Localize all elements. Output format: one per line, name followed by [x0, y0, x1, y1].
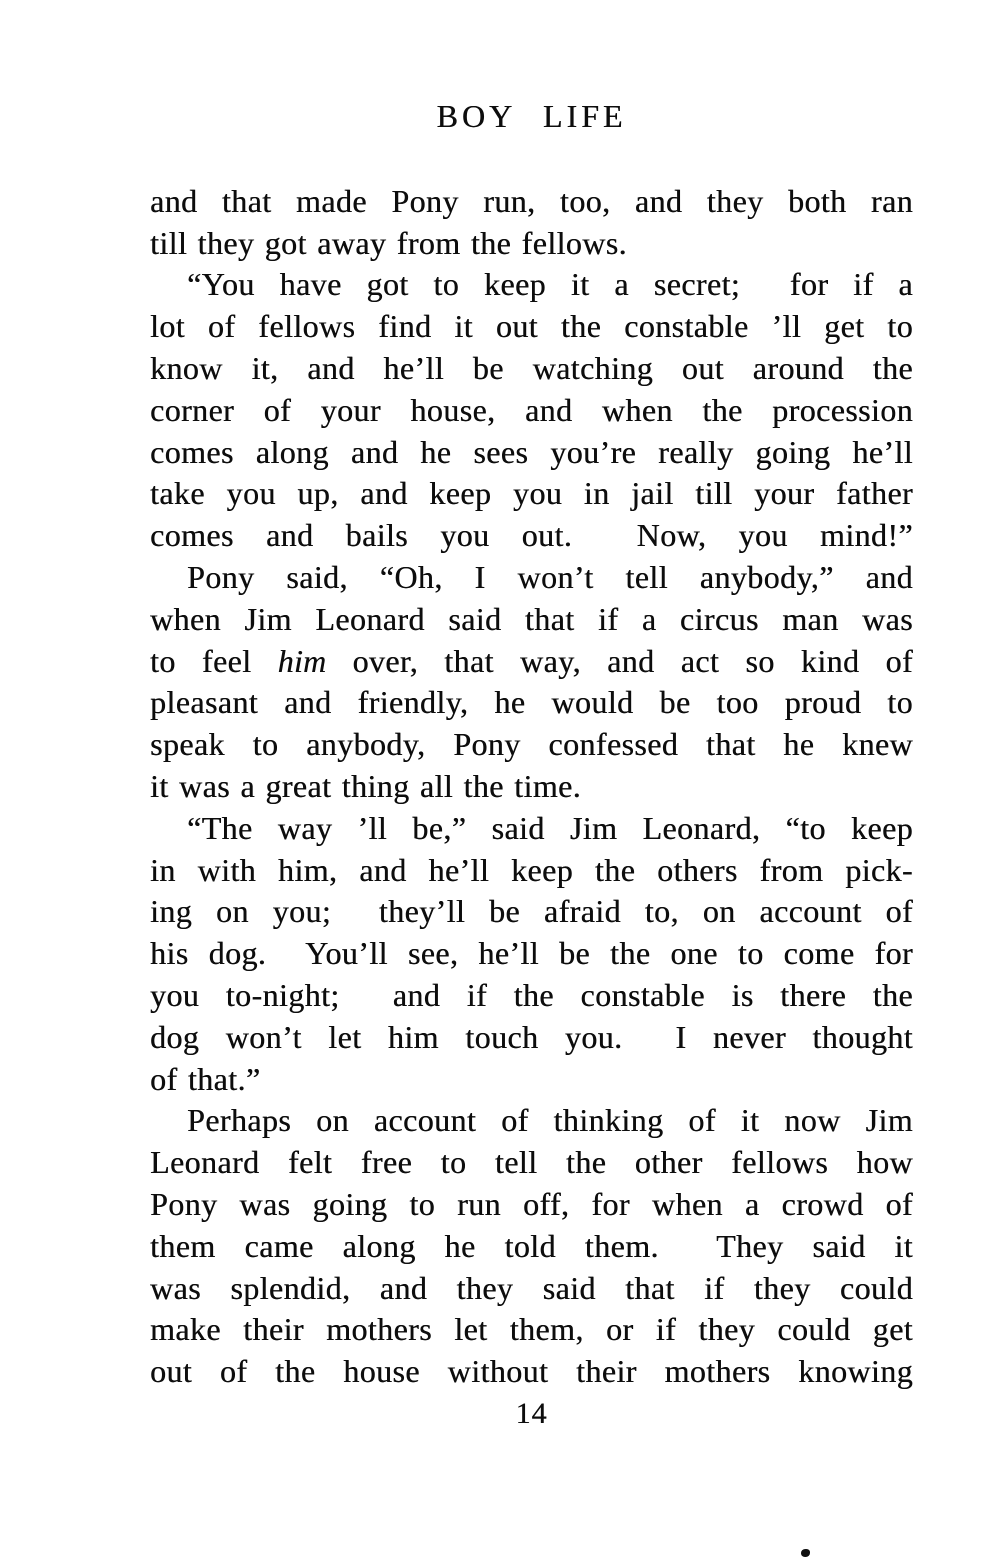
text-line: till they got away from the fellows.	[150, 224, 627, 261]
text-line: of that.”	[150, 1060, 261, 1097]
text-line: his dog. You’ll see, he’ll be the one to come for	[150, 935, 913, 972]
text-line: speak to anybody, Pony confessed that he knew	[150, 726, 913, 763]
running-head: BOY LIFE	[436, 98, 627, 134]
text-line: lot of fellows find it out the constable ’ll get to	[150, 308, 913, 345]
text-line: comes and bails you out. Now, you mind!”	[150, 517, 913, 554]
page-number: 14	[515, 1396, 548, 1430]
text-line: was splendid, and they said that if they could	[150, 1269, 913, 1306]
text-line: “The way ’ll be,” said Jim Leonard, “to keep	[187, 809, 913, 846]
text-line: you to-night; and if the constable is there the	[150, 976, 913, 1013]
text-line: Pony was going to run off, for when a crowd of	[150, 1185, 913, 1222]
paragraph	[150, 808, 913, 1101]
text-line: it was a great thing all the time.	[150, 767, 582, 804]
paragraph	[150, 181, 913, 265]
paragraph	[150, 264, 913, 557]
text-line: dog won’t let him touch you. I never thought	[150, 1018, 913, 1055]
text-line: ing on you; they’ll be afraid to, on account of	[150, 893, 913, 930]
text-line: and that made Pony run, too, and they both ran	[150, 182, 913, 219]
text-line: corner of your house, and when the procession	[150, 391, 913, 428]
ink-speck	[801, 1549, 810, 1557]
text-line: know it, and he’ll be watching out around the	[150, 349, 913, 386]
text-line: Perhaps on account of thinking of it now Jim	[187, 1102, 913, 1139]
text-line: Leonard felt free to tell the other fellows how	[150, 1144, 913, 1181]
text-line: “You have got to keep it a secret; for if a	[187, 266, 913, 303]
text-line: Pony said, “Oh, I won’t tell anybody,” and	[187, 558, 913, 595]
text-line: out of the house without their mothers knowing	[150, 1353, 913, 1390]
paragraph	[150, 1100, 913, 1393]
body-text	[150, 181, 913, 1393]
text-line: comes along and he sees you’re really going he’ll	[150, 433, 913, 470]
text-block	[150, 96, 913, 1435]
text-line: in with him, and he’ll keep the others from pick-	[150, 851, 913, 888]
text-line: to feel him over, that way, and act so kind of	[150, 642, 913, 679]
paragraph	[150, 557, 913, 808]
text-line: make their mothers let them, or if they could get	[150, 1311, 913, 1348]
text-line: them came along he told them. They said it	[150, 1227, 913, 1264]
text-line: when Jim Leonard said that if a circus man was	[150, 600, 913, 637]
text-line: take you up, and keep you in jail till your father	[150, 475, 913, 512]
text-line: pleasant and friendly, he would be too proud to	[150, 684, 913, 721]
